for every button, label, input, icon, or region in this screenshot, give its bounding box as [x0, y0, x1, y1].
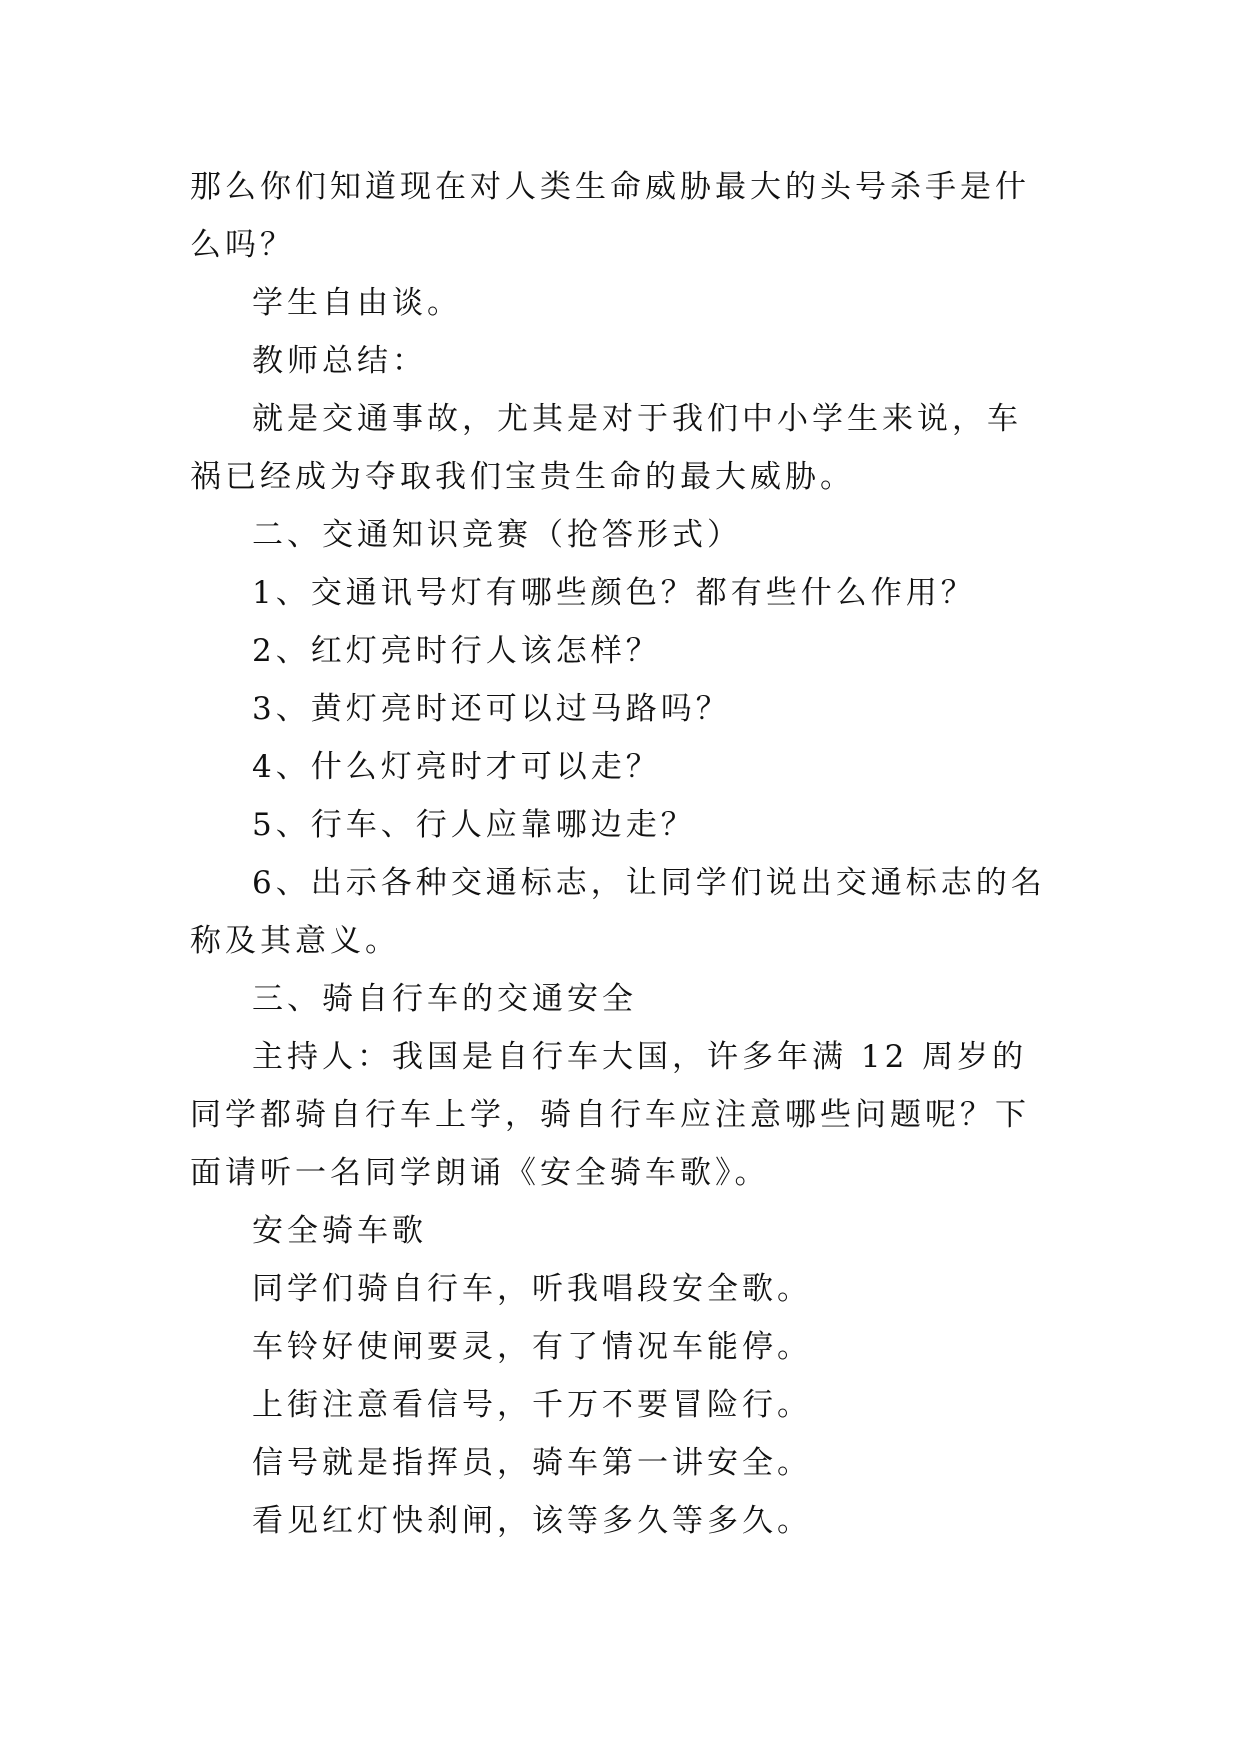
quiz-item-4: 4、什么灯亮时才可以走？: [252, 749, 661, 785]
quiz-item-3: 3、黄灯亮时还可以过马路吗？: [252, 691, 731, 727]
paragraph-continuation: 那么你们知道现在对人类生命威胁最大的头号杀手是什么吗？: [190, 169, 1030, 263]
poem-line: 车铃好使闸要灵，有了情况车能停。: [252, 1329, 812, 1365]
quiz-item-5: 5、行车、行人应靠哪边走？: [252, 807, 696, 843]
section-heading-quiz: 二、交通知识竞赛（抢答形式）: [252, 517, 742, 553]
poem-line: 上街注意看信号，千万不要冒险行。: [252, 1387, 812, 1423]
section-heading-bicycle: 三、骑自行车的交通安全: [252, 981, 637, 1017]
paragraph-teacher-summary: 就是交通事故，尤其是对于我们中小学生来说，车祸已经成为夺取我们宝贵生命的最大威胁。: [190, 401, 1022, 495]
paragraph-students-discuss: 学生自由谈。: [252, 285, 462, 321]
paragraph-host-intro: 主持人：我国是自行车大国，许多年满 12 周岁的同学都骑自行车上学，骑自行车应注意哪些问题呢？下面请听一名同学朗诵《安全骑车歌》。: [190, 1039, 1030, 1191]
quiz-item-1: 1、交通讯号灯有哪些颜色？都有些什么作用？: [252, 575, 976, 611]
quiz-item-2: 2、红灯亮时行人该怎样？: [252, 633, 661, 669]
poem-title: 安全骑车歌: [252, 1213, 427, 1249]
paragraph-teacher-summary-label: 教师总结：: [252, 343, 427, 379]
quiz-item-6: 6、出示各种交通标志，让同学们说出交通标志的名称及其意义。: [190, 865, 1046, 959]
document-body: [190, 158, 1052, 1550]
poem-line: 信号就是指挥员，骑车第一讲安全。: [252, 1445, 812, 1481]
poem-line: 同学们骑自行车，听我唱段安全歌。: [252, 1271, 812, 1307]
poem-line: 看见红灯快刹闸，该等多久等多久。: [252, 1503, 812, 1539]
